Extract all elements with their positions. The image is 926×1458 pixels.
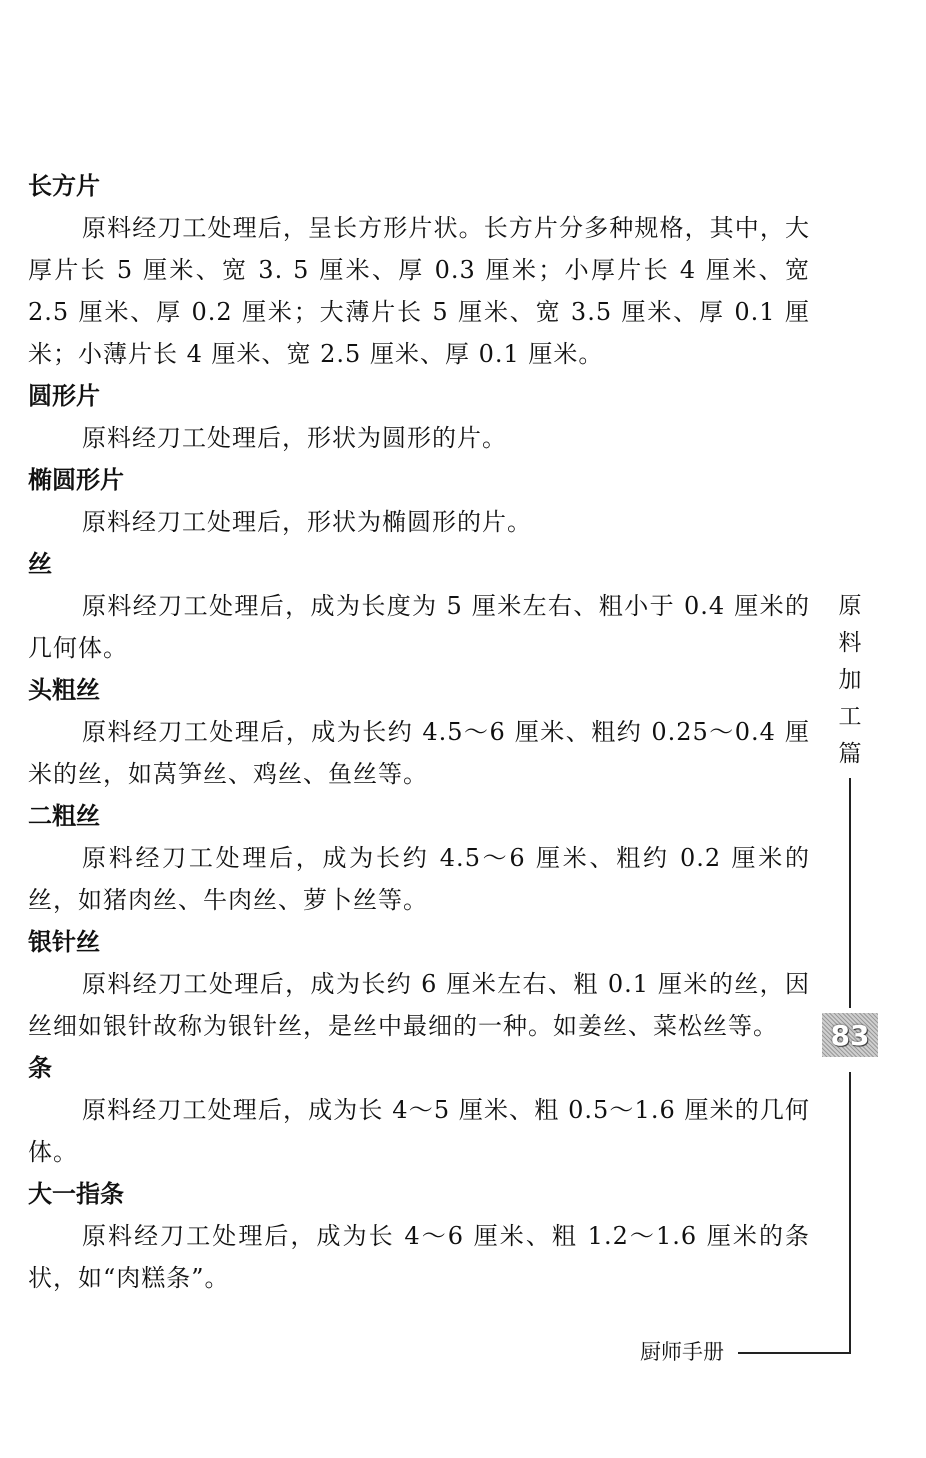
entry-tiao [28,1047,810,1173]
entry-yinzhensi [28,921,810,1047]
entry-title: 椭圆形片 [28,466,124,494]
entry-title: 头粗丝 [28,676,100,704]
chapter-char: 篇 [838,741,862,767]
entry-yuanxingpian [28,375,810,459]
entry-si [28,543,810,669]
entry-tuoyuanxingpian [28,459,810,543]
entry-title: 丝 [28,550,52,578]
entry-body: 原料经刀工处理后，成为长约 4.5～6 厘米、粗约 0.25～0.4 厘米的丝，如莴笋丝、鸡丝、鱼丝等。 [28,718,810,788]
entry-title: 二粗丝 [28,802,100,830]
side-rule-lower [849,1072,851,1354]
entry-changfangpian [28,165,810,375]
footer-rule [738,1352,851,1354]
side-rule-upper [849,778,851,1008]
page-text [28,165,810,1299]
entry-body: 原料经刀工处理后，成为长约 6 厘米左右、粗 0.1 厘米的丝，因丝细如银针故称为银针丝，是丝中最细的一种。如姜丝、菜松丝等。 [28,970,810,1040]
entry-title: 圆形片 [28,382,100,410]
chapter-char: 原 [838,593,862,619]
entry-body: 原料经刀工处理后，形状为椭圆形的片。 [82,508,532,536]
chapter-char: 料 [838,630,862,656]
book-title-footer: 厨师手册 [640,1340,724,1364]
entry-body: 原料经刀工处理后，成为长 4～5 厘米、粗 0.5～1.6 厘米的几何体。 [28,1096,810,1166]
entry-body: 原料经刀工处理后，形状为圆形的片。 [82,424,507,452]
entry-body: 原料经刀工处理后，成为长约 4.5～6 厘米、粗约 0.2 厘米的丝，如猪肉丝、牛肉丝、萝卜丝等。 [28,844,810,914]
entry-title: 银针丝 [28,928,100,956]
chapter-side-label [836,588,864,773]
entry-body: 原料经刀工处理后，呈长方形片状。长方片分多种规格，其中，大厚片长 5 厘米、宽 3. 5 厘米、厚 0.3 厘米；小厚片长 4 厘米、宽 2.5 厘米、厚 0.2 厘米；大薄片长 5 厘米、宽 3.5 厘米、厚 0.1 厘米；小薄片长 4 厘米、宽 2.5 厘米、厚 0.1 厘米。 [28,214,810,368]
entry-title: 长方片 [28,172,100,200]
entry-title: 大一指条 [28,1180,124,1208]
entry-dayizhitiao [28,1173,810,1299]
chapter-char: 工 [838,704,862,730]
entry-body: 原料经刀工处理后，成为长 4～6 厘米、粗 1.2～1.6 厘米的条状，如“肉糕条”。 [28,1222,810,1292]
entry-ercusi [28,795,810,921]
entry-title: 条 [28,1054,52,1082]
page-number-badge: 83 [822,1013,878,1057]
entry-body: 原料经刀工处理后，成为长度为 5 厘米左右、粗小于 0.4 厘米的几何体。 [28,592,810,662]
entry-toucusi [28,669,810,795]
chapter-char: 加 [838,667,862,693]
